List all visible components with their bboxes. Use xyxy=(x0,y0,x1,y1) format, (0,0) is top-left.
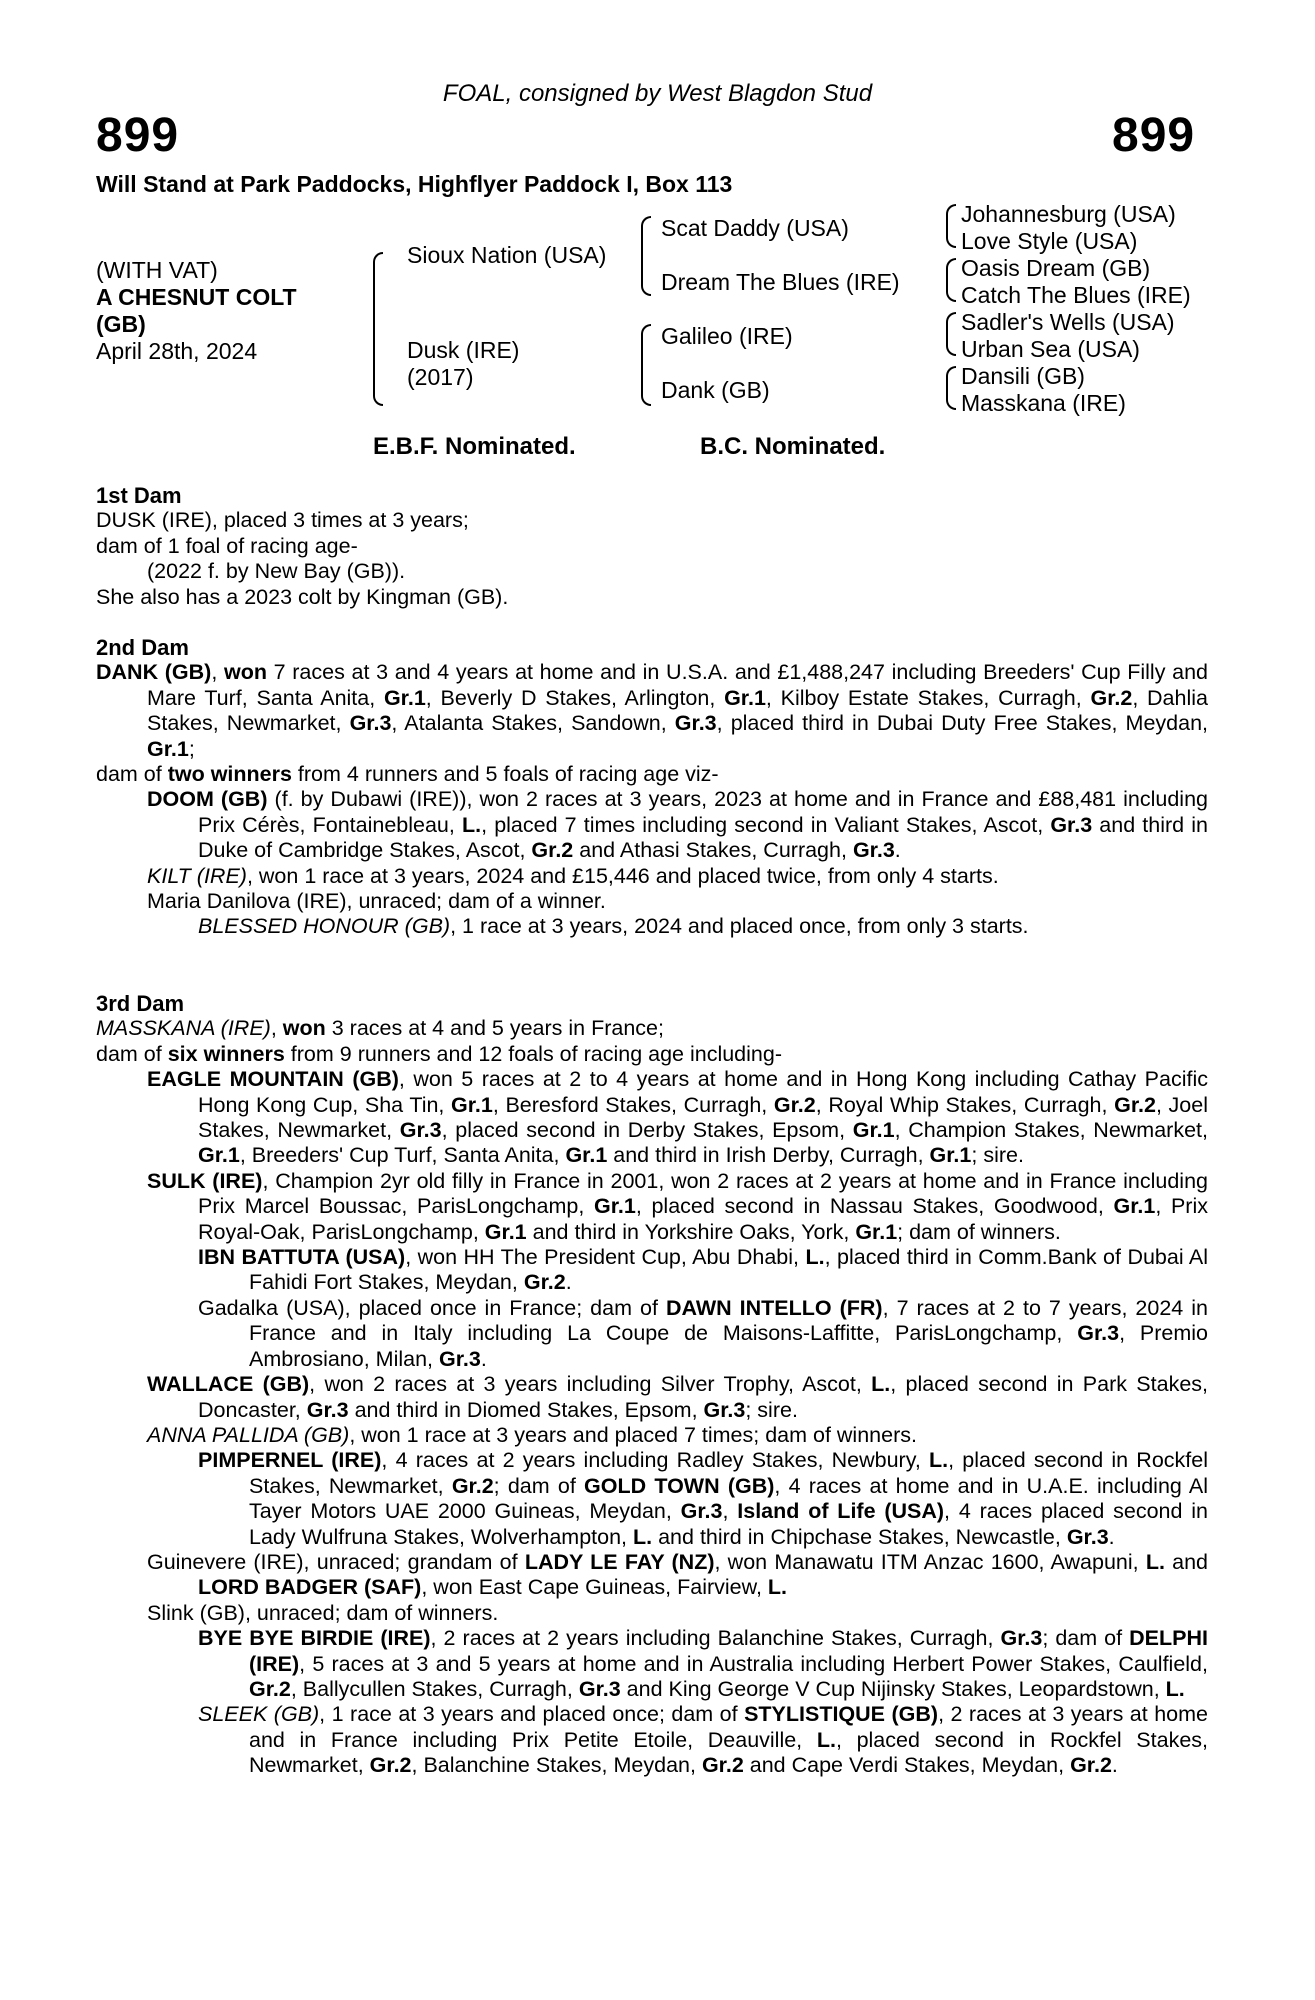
dam-sire: Galileo (IRE) xyxy=(661,323,793,349)
produce-entry: DOOM (GB) (f. by Dubawi (IRE)), won 2 races at 3 years, 2023 at home and in France and £88,481 including Prix Cérès, Fontainebleau, L., placed 7 times including second in Valiant Stakes, Ascot, Gr.3 and third in Duke of Cambridge Stakes, Ascot, Gr.2 and Athasi Stakes, Curragh, Gr.3. xyxy=(147,787,1208,863)
produce-entry: BYE BYE BIRDIE (IRE), 2 races at 2 years including Balanchine Stakes, Curragh, Gr.3; dam of DELPHI (IRE), 5 races at 3 and 5 years at home and in Australia including Herbert Power Stakes, Caulfield, Gr.2, Ballycullen Stakes, Curragh, Gr.3 and King George V Cup Nijinsky Stakes, Leopardstown, L. xyxy=(198,1626,1208,1701)
dam-dam: Dank (GB) xyxy=(661,377,770,403)
third-dam-record: MASSKANA (IRE), won 3 races at 4 and 5 years in France; xyxy=(96,1016,664,1041)
produce-entry: Maria Danilova (IRE), unraced; dam of a winner. xyxy=(147,889,606,914)
first-dam-line: dam of 1 foal of racing age- xyxy=(96,533,358,558)
stand-location: Will Stand at Park Paddocks, Highflyer Paddock I, Box 113 xyxy=(96,171,733,197)
produce-entry: BLESSED HONOUR (GB), 1 race at 3 years, 2024 and placed once, from only 3 starts. xyxy=(198,914,1029,939)
produce-entry: PIMPERNEL (IRE), 4 races at 2 years including Radley Stakes, Newbury, L., placed second in Rockfel Stakes, Newmarket, Gr.2; dam of GOLD TOWN (GB), 4 races at home and in U.A.E. including Al Tayer Motors UAE 2000 Guineas, Meydan, Gr.3, Island of Life (USA), 4 races placed second in Lady Wulfruna Stakes, Wolverhampton, L. and third in Chipchase Stakes, Newcastle, Gr.3. xyxy=(198,1448,1209,1549)
bc-nomination: B.C. Nominated. xyxy=(700,433,886,460)
second-dam-record: DANK (GB), won 7 races at 3 and 4 years at home and in U.S.A. and £1,488,247 including Breeders' Cup Filly and Mare Turf, Santa Anita, Gr.1, Beverly D Stakes, Arlington, Gr.1, Kilboy Estate Stakes, Curragh, Gr.2, Dahlia Stakes, Newmarket, Gr.3, Atalanta Stakes, Sandown, Gr.3, placed third in Dubai Duty Free Stakes, Meydan, Gr.1; xyxy=(96,660,1208,761)
pedigree-g4-4: Catch The Blues (IRE) xyxy=(961,282,1191,308)
produce-entry: IBN BATTUTA (USA), won HH The President Cup, Abu Dhabi, L., placed third in Comm.Bank of Dubai Al Fahidi Fort Stakes, Meydan, Gr.2. xyxy=(198,1245,1209,1295)
pedigree-brace-main xyxy=(373,252,383,406)
produce-entry: KILT (IRE), won 1 race at 3 years, 2024 and £15,446 and placed twice, from only 4 starts. xyxy=(147,863,999,888)
first-dam-heading: 1st Dam xyxy=(96,483,182,508)
pedigree-brace-g4-4 xyxy=(946,366,956,410)
sire-dam: Dream The Blues (IRE) xyxy=(661,269,900,295)
produce-entry: Gadalka (USA), placed once in France; dam of DAWN INTELLO (FR), 7 races at 2 to 7 years, 2024 in France and in Italy including La Coupe de Maisons-Laffitte, ParisLongchamp, Gr.3, Premio Ambrosiano, Milan, Gr.3. xyxy=(198,1295,1208,1371)
dam-year: (2017) xyxy=(407,364,474,390)
first-dam-line: She also has a 2023 colt by Kingman (GB). xyxy=(96,584,509,609)
consignor-line: FOAL, consigned by West Blagdon Stud xyxy=(442,80,873,107)
pedigree-g4-7: Dansili (GB) xyxy=(961,363,1085,389)
produce-entry: Slink (GB), unraced; dam of winners. xyxy=(147,1600,499,1625)
vat-note: (WITH VAT) xyxy=(96,257,218,283)
third-dam-produce-summary: dam of six winners from 9 runners and 12 foals of racing age including- xyxy=(96,1041,782,1066)
lot-number-right: 899 xyxy=(1112,109,1196,162)
produce-entry: ANNA PALLIDA (GB), won 1 race at 3 years and placed 7 times; dam of winners. xyxy=(147,1422,917,1447)
foaling-date: April 28th, 2024 xyxy=(96,338,258,364)
pedigree-brace-g4-1 xyxy=(946,204,956,248)
second-dam-section xyxy=(96,635,1208,940)
second-dam-produce-summary: dam of two winners from 4 runners and 5 foals of racing age viz- xyxy=(96,762,719,787)
pedigree-g4-3: Oasis Dream (GB) xyxy=(961,255,1151,281)
pedigree-g4-5: Sadler's Wells (USA) xyxy=(961,309,1175,335)
pedigree-brace-g4-2 xyxy=(946,258,956,302)
produce-entry: SULK (IRE), Champion 2yr old filly in France in 2001, won 2 races at 2 years at home and in France including Prix Marcel Boussac, ParisLongchamp, Gr.1, placed second in Nassau Stakes, Goodwood, Gr.1, Prix Royal-Oak, ParisLongchamp, Gr.1 and third in Yorkshire Oaks, York, Gr.1; dam of winners. xyxy=(147,1168,1208,1244)
pedigree-g4-1: Johannesburg (USA) xyxy=(961,201,1176,227)
pedigree-g4-2: Love Style (USA) xyxy=(961,228,1138,254)
produce-entry: WALLACE (GB), won 2 races at 3 years including Silver Trophy, Ascot, L., placed second in Park Stakes, Doncaster, Gr.3 and third in Diomed Stakes, Epsom, Gr.3; sire. xyxy=(147,1372,1209,1422)
first-dam-line: DUSK (IRE), placed 3 times at 3 years; xyxy=(96,508,469,533)
sire-sire: Scat Daddy (USA) xyxy=(661,215,849,241)
pedigree-brace-dam xyxy=(641,324,651,406)
pedigree-g4-8: Masskana (IRE) xyxy=(961,390,1126,416)
produce-entry: SLEEK (GB), 1 race at 3 years and placed once; dam of STYLISTIQUE (GB), 2 races at 3 years at home and in France including Prix Petite Etoile, Deauville, L., placed second in Rockfel Stakes, Newmarket, Gr.2, Balanchine Stakes, Meydan, Gr.2 and Cape Verdi Stakes, Meydan, Gr.2. xyxy=(198,1702,1209,1778)
produce-entry: Guinevere (IRE), unraced; grandam of LADY LE FAY (NZ), won Manawatu ITM Anzac 1600, Awapuni, L. and LORD BADGER (SAF), won East Cape Guineas, Fairview, L. xyxy=(147,1549,1208,1600)
dam: Dusk (IRE) xyxy=(407,337,520,363)
sire: Sioux Nation (USA) xyxy=(407,242,607,268)
ebf-nomination: E.B.F. Nominated. xyxy=(373,433,576,460)
produce-entry: EAGLE MOUNTAIN (GB), won 5 races at 2 to 4 years at home and in Hong Kong including Cathay Pacific Hong Kong Cup, Sha Tin, Gr.1, Beresford Stakes, Curragh, Gr.2, Royal Whip Stakes, Curragh, Gr.2, Joel Stakes, Newmarket, Gr.3, placed second in Derby Stakes, Epsom, Gr.1, Champion Stakes, Newmarket, Gr.1, Breeders' Cup Turf, Santa Anita, Gr.1 and third in Irish Derby, Curragh, Gr.1; sire. xyxy=(147,1067,1208,1168)
pedigree-brace-g4-3 xyxy=(946,312,956,356)
horse-name: A CHESNUT COLT xyxy=(96,284,297,310)
pedigree-brace-sire xyxy=(641,216,651,296)
pedigree-g4-6: Urban Sea (USA) xyxy=(961,336,1140,362)
first-dam-line: (2022 f. by New Bay (GB)). xyxy=(147,559,406,584)
second-dam-heading: 2nd Dam xyxy=(96,635,189,660)
third-dam-section xyxy=(96,991,1208,1779)
horse-name-suffix: (GB) xyxy=(96,311,146,337)
third-dam-heading: 3rd Dam xyxy=(96,991,185,1016)
first-dam-section xyxy=(96,483,1208,610)
lot-number-left: 899 xyxy=(96,109,180,162)
